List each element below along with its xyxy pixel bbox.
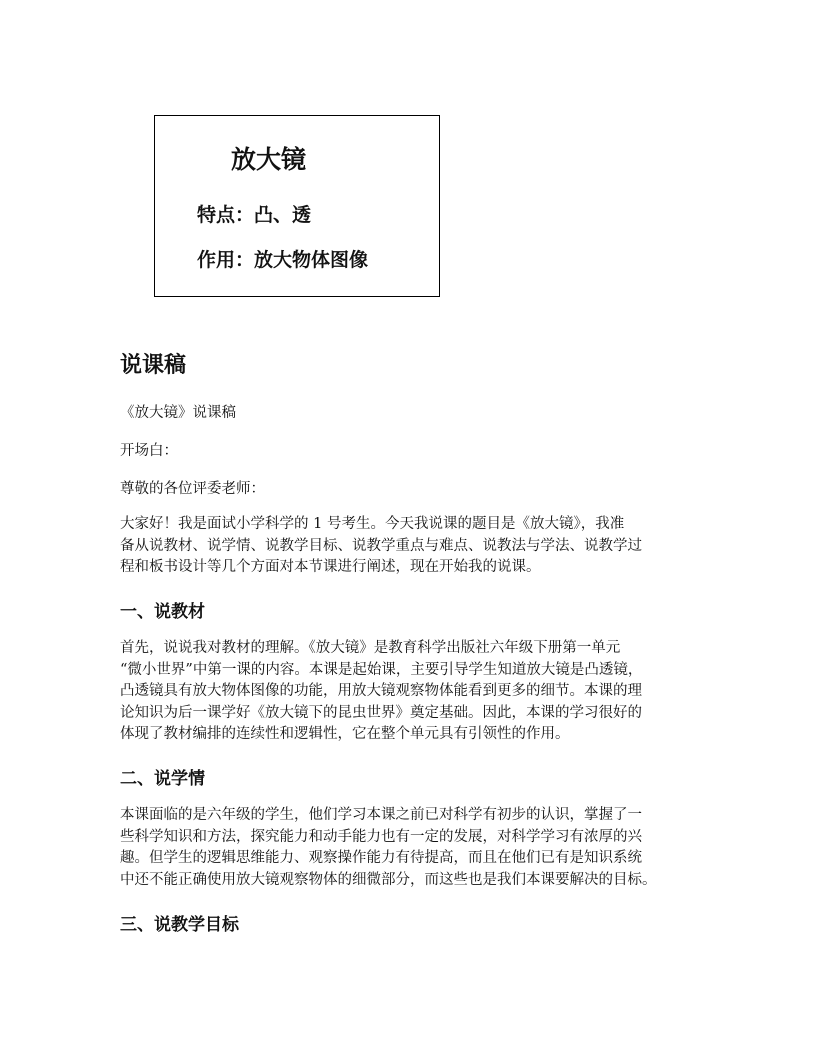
intro-paragraph: [120, 514, 704, 579]
document-title: 说课稿: [120, 353, 187, 378]
intro-line: 大家好！我是面试小学科学的 1 号考生。今天我说课的题目是《放大镜》，我准: [120, 516, 625, 532]
paragraph-line: 体现了教材编排的连续性和逻辑性，它在整个单元具有引领性的作用。: [120, 726, 570, 742]
intro-line: 程和板书设计等几个方面对本节课进行阐述，现在开始我的说课。: [120, 559, 541, 575]
paragraph-line: 首先，说说我对教材的理解。《放大镜》是教育科学出版社六年级下册第一单元: [120, 640, 621, 656]
opening-label: 开场白：: [120, 443, 178, 459]
paragraph-line: 本课面临的是六年级的学生，他们学习本课之前已对科学有初步的认识，掌握了一: [120, 807, 642, 823]
section-textbook-paragraph: [120, 638, 704, 746]
section-heading-students: 二、说学情: [120, 769, 205, 789]
intro-line: 备从说教材、说学情、说教学目标、说教学重点与难点、说教法与学法、说教学过: [120, 537, 642, 554]
blackboard-design-box: [154, 115, 440, 297]
paragraph-line: 论知识为后一课学好《放大镜下的昆虫世界》奠定基础。因此，本课的学习很好的: [120, 704, 642, 721]
section-heading-textbook: 一、说教材: [120, 602, 205, 622]
board-title: 放大镜: [231, 145, 307, 174]
greeting: 尊敬的各位评委老师：: [120, 481, 265, 497]
paragraph-line: 凸透镜具有放大物体图像的功能，用放大镜观察物体能看到更多的细节。本课的理: [120, 683, 642, 699]
paragraph-line: 中还不能正确使用放大镜观察物体的细微部分，而这些也是我们本课要解决的目标。: [120, 871, 657, 888]
board-function-line: 作用：放大物体图像: [197, 249, 369, 271]
section-students-paragraph: [120, 805, 704, 891]
board-feature-line: 特点：凸、透: [197, 204, 312, 226]
paragraph-line: 趣。但学生的逻辑思维能力、观察操作能力有待提高，而且在他们已有是知识系统: [120, 850, 642, 866]
paragraph-line: “微小世界”中第一课的内容。本课是起始课，主要引导学生知道放大镜是凸透镜，: [120, 661, 643, 678]
paragraph-line: 些科学知识和方法，探究能力和动手能力也有一定的发展，对科学学习有浓厚的兴: [120, 828, 642, 845]
document-subtitle: 《放大镜》说课稿: [120, 405, 236, 421]
section-heading-objectives: 三、说教学目标: [120, 915, 239, 935]
